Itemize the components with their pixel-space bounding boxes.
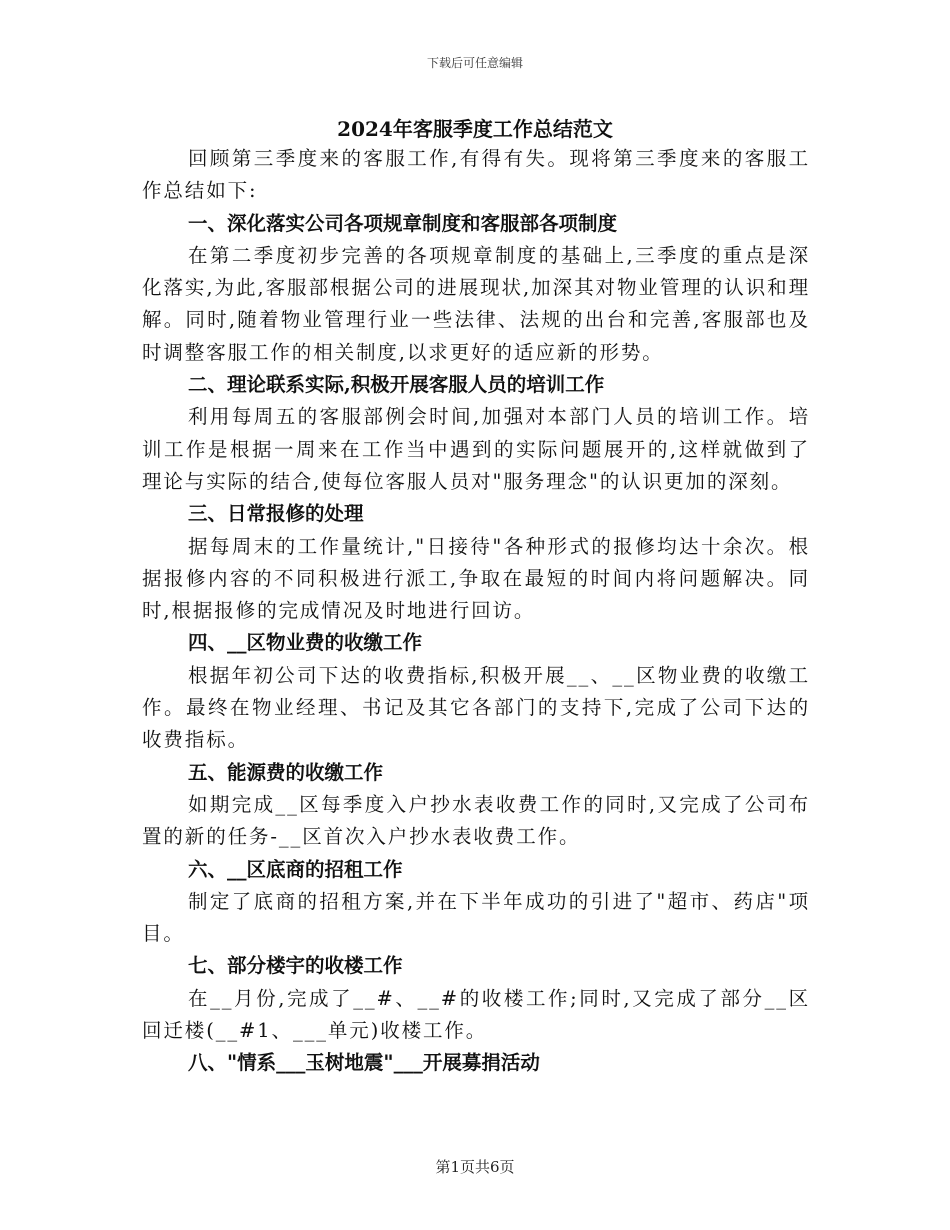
paragraph-1: 在第二季度初步完善的各项规章制度的基础上,三季度的重点是深化落实,为此,客服部根据公司的进展现状,加深其对物业管理的认识和理解。同时,随着物业管理行业一些法律、法规的出台和完善,客服部也及时调整客服工作的相关制度,以求更好的适应新的形势。	[142, 243, 810, 364]
section-heading-5: 五、能源费的收缴工作	[188, 760, 384, 784]
paragraph-5: 如期完成__区每季度入户抄水表收费工作的同时,又完成了公司布置的新的任务-__区首次入户抄水表收费工作。	[142, 792, 810, 849]
page-header: 下载后可任意编辑	[426, 56, 523, 70]
paragraph-4: 根据年初公司下达的收费指标,积极开展__、__区物业费的收缴工作。最终在物业经理、书记及其它各部门的支持下,完成了公司下达的收费指标。	[142, 663, 810, 752]
paragraph-3: 据每周末的工作量统计,"日接待"各种形式的报修均达十余次。根据报修内容的不同积极进行派工,争取在最短的时间内将问题解决。同时,根据报修的完成情况及时地进行回访。	[142, 534, 810, 623]
document-body	[142, 143, 810, 1080]
section-heading-1: 一、深化落实公司各项规章制度和客服部各项制度	[188, 211, 618, 235]
section-heading-7: 七、部分楼宇的收楼工作	[188, 954, 403, 978]
section-heading-2: 二、理论联系实际,积极开展客服人员的培训工作	[188, 373, 605, 397]
paragraph-2: 利用每周五的客服部例会时间,加强对本部门人员的培训工作。培训工作是根据一周来在工作当中遇到的实际问题展开的,这样就做到了理论与实际的结合,使每位客服人员对"服务理念"的认识更加的深刻。	[142, 405, 810, 493]
section-heading-3: 三、日常报修的处理	[188, 502, 364, 526]
section-heading-6: 六、__区底商的招租工作	[188, 857, 403, 881]
page-footer: 第1页共6页	[435, 1158, 515, 1176]
paragraph-intro: 回顾第三季度来的客服工作,有得有失。现将第三季度来的客服工作总结如下:	[142, 147, 810, 203]
paragraph-7: 在__月份,完成了__#、__#的收楼工作;同时,又完成了部分__区回迁楼(__#1、___单元)收楼工作。	[142, 986, 810, 1043]
section-heading-8: 八、"情系___玉树地震"___开展募捐活动	[188, 1051, 540, 1075]
section-heading-4: 四、__区物业费的收缴工作	[188, 631, 423, 655]
document-title: 2024年客服季度工作总结范文	[337, 117, 613, 141]
paragraph-6: 制定了底商的招租方案,并在下半年成功的引进了"超市、药店"项目。	[142, 889, 810, 946]
